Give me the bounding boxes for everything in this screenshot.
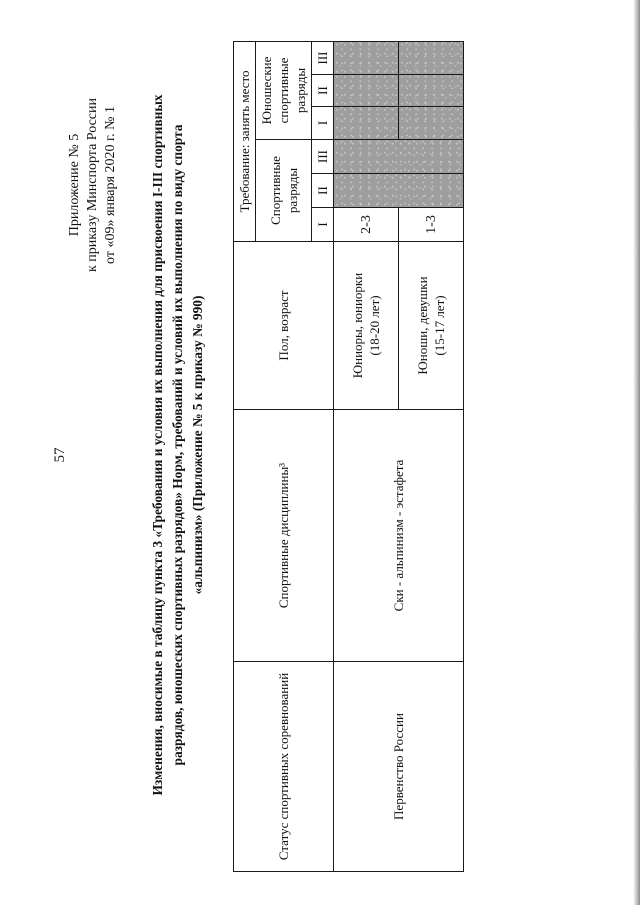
header-youth-III: III [312,41,334,74]
requirements-table [233,41,464,872]
table-row [334,41,399,871]
cell-youth-II-shaded [399,75,464,107]
cell-youth-III-shaded [399,41,464,74]
cell-youth-I-shaded [334,107,399,140]
age-range: (18-20 лет) [367,295,382,356]
header-sport-ranks: Спортивные разряды [256,140,312,242]
cell-rank-I: 1-3 [399,208,464,242]
header-youth-II: II [312,75,334,107]
title-line: Изменения, вносимые в таблицу пункта 3 «Требования и условия их выполнения для присвоения I-III спортивных [150,94,165,796]
header-requirement: Требование: занять место [234,41,256,241]
appendix-line: к приказу Минспорта России [85,98,100,272]
cell-gender-age [399,242,464,410]
title-line: разрядов, юношеских спортивных разрядов» Норм, требований и условий их выполнения по виду спорта [170,124,185,766]
cell-rank-I: 2-3 [334,208,399,242]
header-youth-ranks: Юношеские спортивные разряды [256,41,312,139]
appendix-line: Приложение № 5 [67,133,82,237]
cell-discipline: Ски - альпинизм - эстафета [334,410,464,662]
cell-rank-II-shaded [334,174,464,208]
document-title [148,85,208,805]
cell-youth-II-shaded [334,75,399,107]
appendix-header [66,65,120,305]
title-line: «альпинизм» (Приложение № 5 к приказу № 990) [190,295,205,595]
header-disciplines: Спортивные дисциплины³ [234,410,334,662]
gender-label: Юниоры, юниорки [350,272,365,379]
header-rank-III: III [312,140,334,174]
cell-youth-III-shaded [334,41,399,74]
header-youth-I: I [312,107,334,140]
header-rank-II: II [312,174,334,208]
cell-rank-III-shaded [334,140,464,174]
header-rank-I: I [312,208,334,242]
page-number: 57 [52,447,68,463]
cell-status: Первенство России [334,662,464,872]
age-range: (15-17 лет) [432,295,447,356]
header-gender-age: Пол, возраст [234,242,334,410]
header-status: Статус спортивных соревнований [234,662,334,872]
gender-label: Юноши, девушки [415,276,430,375]
cell-youth-I-shaded [399,107,464,140]
cell-gender-age [334,242,399,410]
appendix-line: от «09» января 2020 г. № 1 [103,106,118,264]
